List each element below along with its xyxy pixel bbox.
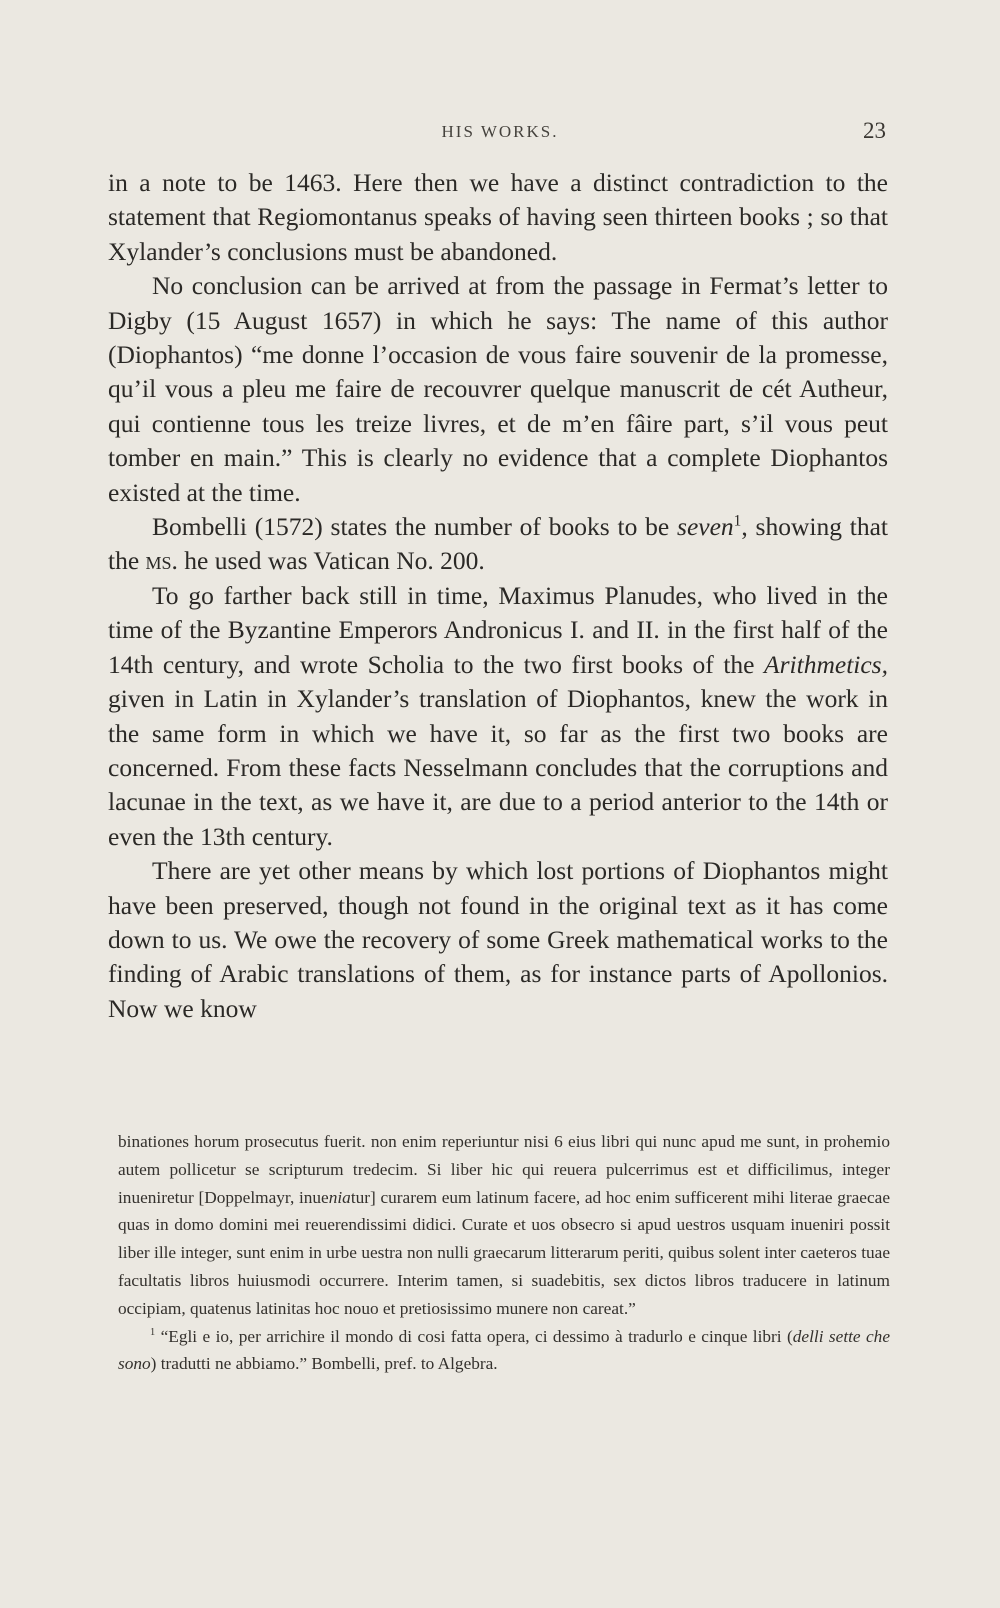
paragraph-3-text-b: , showing that the — [108, 512, 888, 576]
paragraph-4 — [108, 579, 888, 854]
footnote-1-text-a: “Egli e io, per arrichire il mondo di cosi fatta opera, ci dessimo à tradurlo e cinque libri ( — [155, 1326, 793, 1346]
paragraph-3-italic: seven — [677, 512, 734, 542]
footnote-1-marker: 1 — [150, 1326, 156, 1338]
footnotes — [118, 1128, 890, 1378]
footnote-1 — [118, 1323, 890, 1379]
paragraph-5: There are yet other means by which lost portions of Diophantos might have been preserved, though not found in the original text as it has come down to us. We owe the recovery of some Greek mathematical works to the finding of Arabic translations of them, as for instance parts of Apollonios. Now we know — [108, 856, 888, 1023]
footnote-continuation-text-b: tur] curarem eum latinum facere, ad hoc enim sufficerent mihi literae graecae quas in domo domini mei reuerendissimi didici. Curate et uos obsecro si apud uestros usquam inueniri possit liber ille integer, sunt enim in urbe uestra non nulli graecarum litterarum periti, quibus solent inter caeteros tuae facultatis libros huiusmodi occurrere. Interim tamen, si suadebitis, sex dictos libros traducere in latinum occipiam, quatenus latinitas hoc nouo et pretiosissimo munere non careat.” — [118, 1187, 890, 1318]
footnote-reference-1: 1 — [733, 512, 742, 530]
paragraph-3-text-a: Bombelli (1572) states the number of books to be — [152, 512, 678, 542]
footnote-continuation-text-a: binationes horum prosecutus fuerit. non enim reperiuntur nisi 6 eius libri qui nunc apud me sunt, in prohemio autem pollicetur se scripturum tredecim. Si liber hic qui reuera pulcerrimus est et difficilimus, integer inueniretur [Doppelmayr, inue — [118, 1132, 890, 1207]
paragraph-1: in a note to be 1463. Here then we have a distinct contradiction to the statement that Regiomontanus speaks of having seen thirteen books ; so that Xylander’s conclusions must be abandoned. — [108, 168, 888, 266]
paragraph-2: No conclusion can be arrived at from the passage in Fermat’s letter to Digby (15 August 1657) in which he says: The name of this author (Diophantos) “me donne l’occasion de vous faire souvenir de la promesse, qu’il vous a pleu me faire de recouvrer quelque manuscrit de cét Autheur, qui contienne tous les treize livres, et de m’en fâire part, s’il vous peut tomber en main.” This is clearly no evidence that a complete Diophantos existed at the time. — [108, 271, 888, 507]
paragraph-3-text-c: he used was Vatican No. 200. — [177, 546, 485, 576]
main-text — [108, 166, 888, 1026]
footnote-1-italic: delli sette che sono — [118, 1326, 890, 1374]
paragraph-4-italic: Arithmetics, — [764, 649, 888, 679]
running-head — [0, 118, 1000, 148]
footnote-continuation — [118, 1128, 890, 1323]
ms-abbreviation: ms. — [145, 546, 178, 576]
footnote-continuation-italic: nia — [328, 1187, 351, 1207]
paragraph-4-text-a: To go farther back still in time, Maximus Planudes, who lived in the time of the Byzantine Emperors Andronicus I. and II. in the first half of the 14th century, and wrote Scholia to the two first books of the — [108, 580, 888, 679]
paragraph-4-text-b: given in Latin in Xylander’s translation of Diophantos, knew the work in the same form in which we have it, so far as the first two books are concerned. From these facts Nesselmann concludes that the corruptions and lacunae in the text, as we have it, are due to a period anterior to the 14th or even the 13th century. — [108, 684, 888, 851]
running-title: HIS WORKS. — [441, 122, 559, 141]
page-number: 23 — [863, 118, 886, 143]
footnote-1-text-b: ) tradutti ne abbiamo.” Bombelli, pref. to Algebra. — [150, 1354, 498, 1374]
paragraph-3 — [108, 510, 888, 579]
